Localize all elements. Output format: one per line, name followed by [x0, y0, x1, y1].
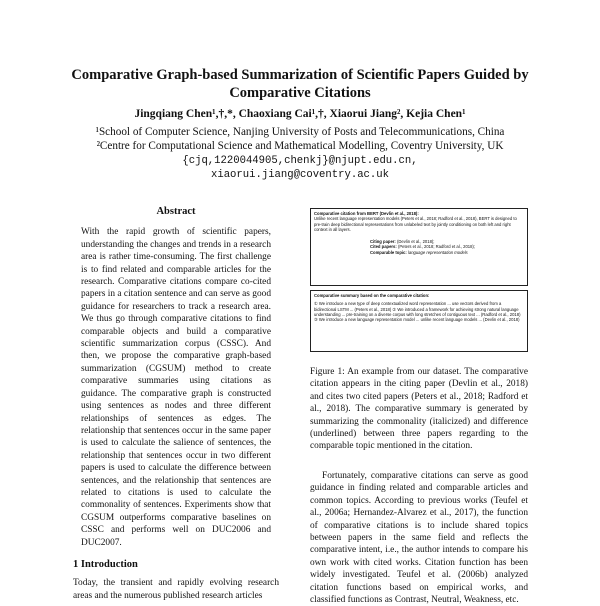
topic-value: language representation models — [407, 249, 468, 255]
cited-value: (Peters et al., 2018; Radford et al., 2018); — [397, 244, 475, 250]
citing-label: Citing paper: — [370, 239, 396, 245]
figure-1 — [310, 208, 528, 353]
author-list: Jingqiang Chen¹,†,*, Chaoxiang Cai¹,†, Xiaorui Jiang², Kejia Chen¹ — [134, 108, 466, 120]
intro-heading: 1 Introduction — [73, 558, 138, 570]
intro-text: Today, the transient and rapidly evolving research areas and the numerous published research articles — [73, 578, 279, 601]
body-paragraph: Fortunately, comparative citations can serve as good guidance in finding related and comparable articles and common topics. According to previous works (Teufel et al., 2006a; Hernandez-Alvarez et al., 2017), the function of comparative citations is to include shared topics between papers in the same field and reflects the comparative intent, i.e., the author intends to compare his own work with cited works. Citation function has been widely investigated. Teufel et al. (2006b) analyzed citation functions based on empirical works, and classified functions as Contrast, Neutral, Weakness, etc. — [310, 471, 528, 606]
left-column — [73, 206, 279, 602]
summary-box — [310, 290, 528, 352]
email-line-2: xiaorui.jiang@coventry.ac.uk — [210, 169, 389, 181]
topic-label: Comparable topic: — [370, 249, 407, 255]
email-line-1: {cjq,1220044905,chenkj}@njupt.edu.cn, — [182, 155, 418, 167]
cited-label: Cited papers: — [370, 244, 397, 250]
affiliation-2: ²Centre for Computational Science and Mathematical Modelling, Coventry University, UK — [96, 140, 504, 152]
citation-box-title: Comparative citation from BERT (Devlin et al., 2018): — [314, 211, 419, 216]
citation-box — [310, 208, 528, 286]
paper-title: Comparative Graph-based Summarization of Scientific Papers Guided by Comparative Citations — [71, 67, 529, 101]
affiliation-1: ¹School of Computer Science, Nanjing University of Posts and Telecommunications, China — [95, 126, 505, 138]
summary-box-title: Comparative summary based on the comparative citation: — [314, 293, 430, 298]
right-column-body — [310, 470, 528, 606]
citation-box-text: Unlike recent language representation models (Peters et al., 2018; Radford et al., 2018), BERT is designed to pre-train deep bidirectional representations from unlabeled text by jointly conditioning on both left and right context in all layers. — [314, 216, 517, 232]
summary-box-text: ① We introduce a new type of deep contextualized word representation ... use vectors derived from a bidirectional LSTM ... (Peters et al., 2018) ② We introduced a framework for achieving strong natural language understanding ... pre-training on a diverse corpus with long stretches of contiguous text ... (Radford et al., 2018) ③ We introduce a new language representation model ... unlike recent language models ... (Devlin et al., 2018) — [314, 301, 521, 323]
figure-caption: Figure 1: An example from our dataset. The comparative citation appears in the citing paper (Devlin et al., 2018) and cites two cited papers (Peters et al., 2018; Radford et al., 2018). The comparative summary is generated by summarizing the commonality (italicized) and difference (underlined) between three papers regarding to the comparable topic mentioned in the citation. — [310, 367, 528, 452]
citing-value: (Devlin et al., 2018); — [397, 239, 435, 245]
abstract-text: With the rapid growth of scientific papers, understanding the changes and trends in a research area is rather time-consuming. The first challenge is to find related and comparable articles for the research. Comparative citations compare co-cited papers in a citation sentence and can serve as good guidance for researchers to track a research area. We thus go through comparative citations to find comparable objects and build a comparative scientific summarization corpus (CSSC). And then, we propose the comparative graph-based summarization (CGSUM) method to create comparative summaries using citations as guidance. The comparative graph is constructed using sentences as nodes and three different relationships of sentences as edges. The relationship that sentences occur in the same paper is used to calculate the salience of sentences, the relationship that sentences occur in two different papers is used to calculate the difference between sentences, and the relationship that sentences are related to citations is used to calculate the commonality of sentences. Experiments show that CGSUM outperforms comparative baselines on CSSC and performs well on DUC2006 and DUC2007. — [81, 227, 271, 548]
abstract-heading: Abstract — [156, 206, 196, 217]
